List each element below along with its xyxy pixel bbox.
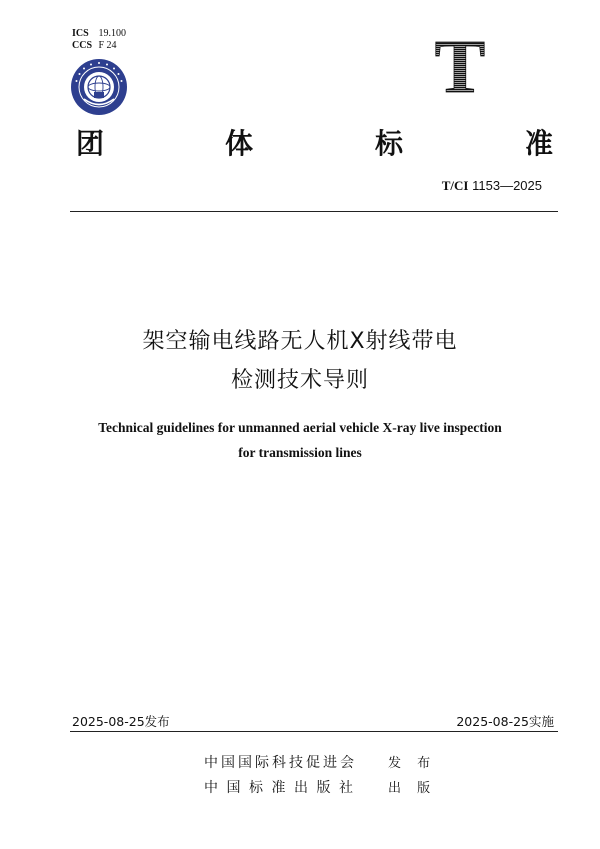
standard-type-char-4: 准	[525, 127, 555, 160]
issue-date: 2025-08-25发布	[72, 714, 170, 729]
organization-seal-icon	[70, 58, 128, 116]
ics-value: 19.100	[98, 28, 126, 39]
title-en-line-1: Technical guidelines for unmanned aerial vehicle X-ray live inspection	[98, 420, 502, 435]
standard-letter-mark	[434, 34, 486, 96]
standard-number	[442, 178, 542, 194]
title-cn-line-1: 架空输电线路无人机X射线带电	[142, 329, 458, 354]
classification-codes	[72, 28, 126, 52]
ccs-value: F 24	[98, 40, 117, 51]
standard-type-char-2: 体	[225, 127, 255, 160]
ics-label: ICS	[72, 28, 89, 39]
standard-letter: T	[434, 34, 486, 96]
publisher-name-2: 中国标准出版社	[204, 780, 362, 796]
footer-divider	[70, 731, 558, 732]
standard-number-value: 1153—2025	[472, 178, 542, 193]
standard-type-char-1: 团	[76, 127, 106, 160]
publisher-role-2: 出 版	[388, 781, 437, 796]
publisher-name-1: 中国国际科技促进会	[204, 755, 357, 771]
publisher-role-1: 发 布	[388, 756, 437, 771]
header-divider	[70, 211, 558, 212]
title-cn-line-2: 检测技术导则	[230, 368, 369, 393]
ccs-row	[72, 40, 126, 52]
standard-type	[76, 122, 556, 158]
implement-date: 2025-08-25实施	[456, 714, 554, 729]
standard-type-char-3: 标	[375, 127, 405, 160]
ccs-label: CCS	[72, 40, 93, 51]
standard-number-prefix: T/CI	[441, 178, 469, 193]
ics-row	[72, 28, 126, 40]
title-en-line-2: for transmission lines	[238, 445, 362, 460]
